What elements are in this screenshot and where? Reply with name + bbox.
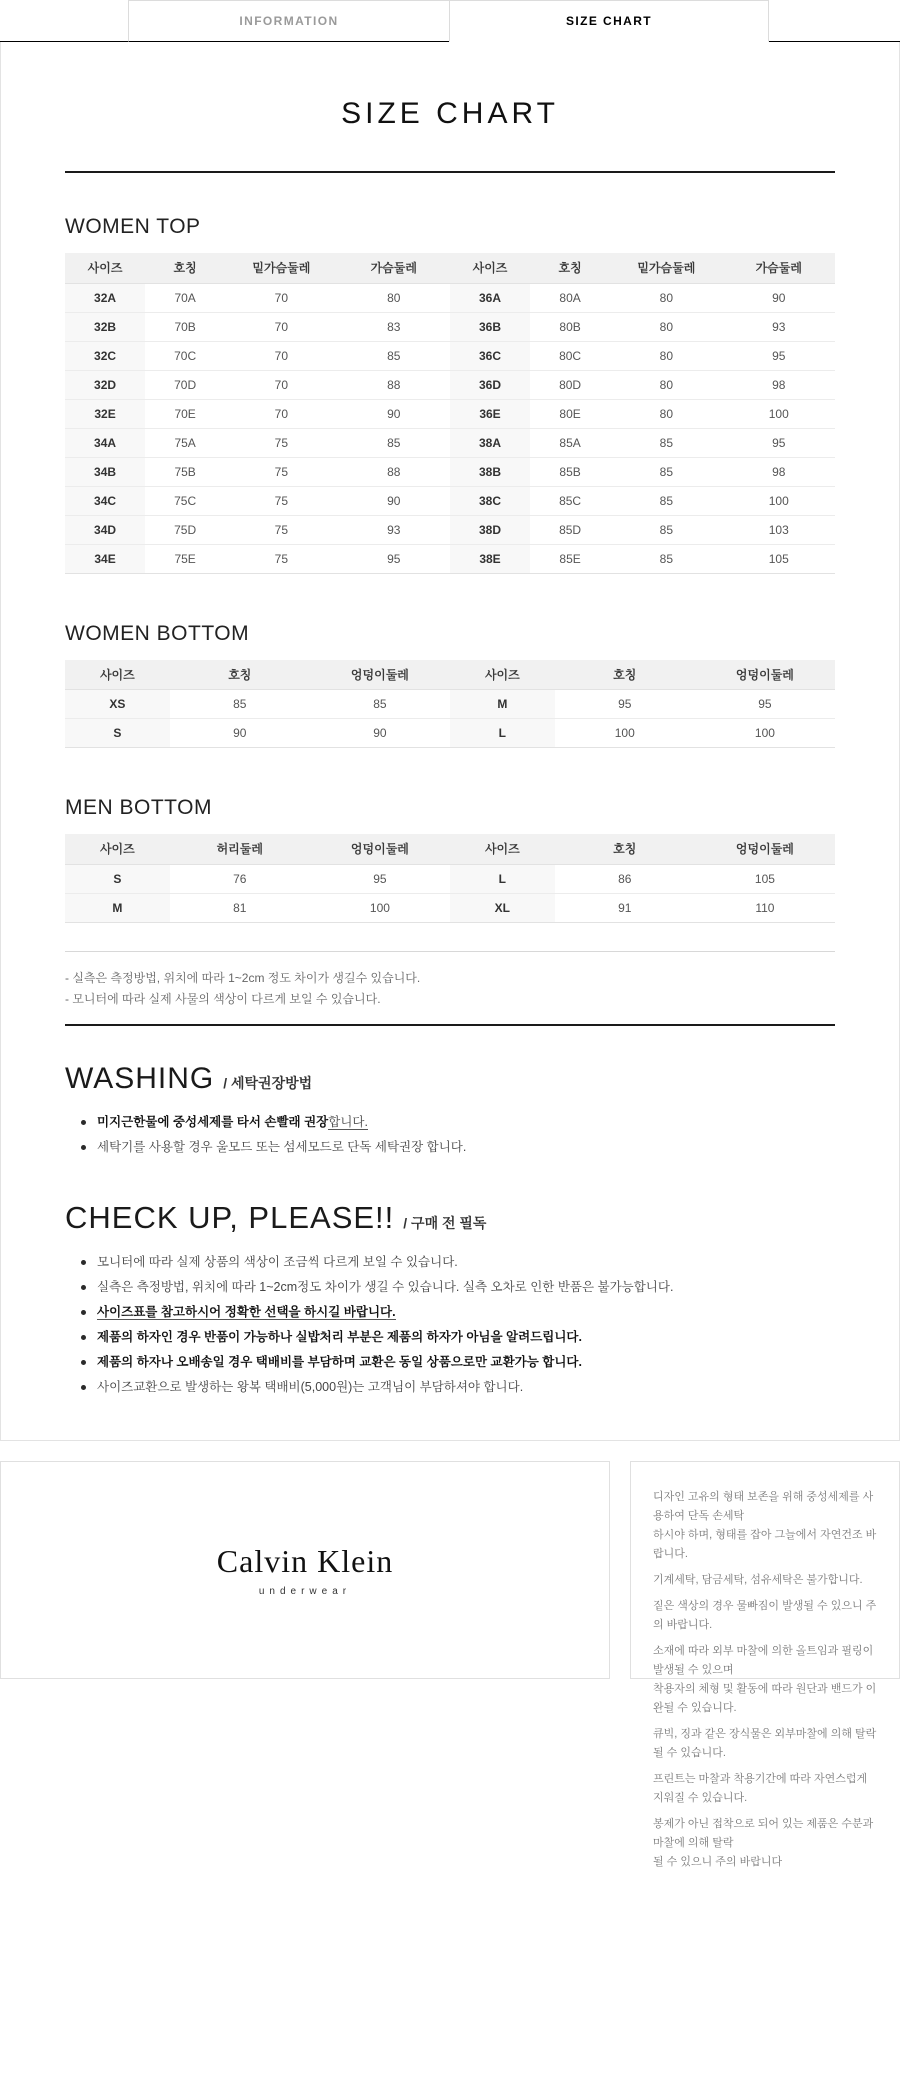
measurement-notes	[65, 968, 835, 1024]
notes-divider-bottom	[65, 1024, 835, 1026]
cell: 75	[225, 457, 337, 486]
cell: 80	[610, 370, 722, 399]
checkup-list	[65, 1250, 835, 1400]
cell: 85	[338, 341, 450, 370]
cell: 93	[723, 312, 835, 341]
cell: 90	[723, 283, 835, 312]
care-line: 큐빅, 징과 같은 장식물은 외부마찰에 의해 탈락 될 수 있습니다.	[653, 1727, 877, 1759]
cell-size: 34A	[65, 428, 145, 457]
cell: 88	[338, 370, 450, 399]
checkup-heading	[65, 1200, 835, 1236]
checkup-item-emphasis: 제품의 하자나 오배송일 경우 택배비를 부담하며 교환은 동일 상품으로만 교환가능 합니다.	[97, 1354, 582, 1369]
cell: 85	[610, 515, 722, 544]
cell: 70	[225, 399, 337, 428]
brand-logo-subtext: underwear	[258, 1585, 352, 1597]
care-instructions-box	[630, 1461, 900, 1868]
care-line: 착용자의 체형 및 활동에 따라 원단과 밴드가 이완될 수 있습니다.	[653, 1682, 877, 1714]
cell: 85	[610, 428, 722, 457]
checkup-title-en: CHECK UP, PLEASE!!	[65, 1199, 395, 1235]
washing-section	[65, 1062, 835, 1160]
cell: 80	[610, 283, 722, 312]
tab-bar	[0, 0, 900, 42]
cell: 95	[695, 690, 835, 719]
content-frame	[0, 42, 900, 1441]
cell: 70E	[145, 399, 225, 428]
col-header: 호칭	[530, 253, 610, 283]
washing-title-en: WASHING	[65, 1061, 215, 1095]
cell: 100	[723, 486, 835, 515]
cell: 85C	[530, 486, 610, 515]
list-item	[81, 1325, 835, 1350]
note-line: - 모니터에 따라 실제 사물의 색상이 다르게 보일 수 있습니다.	[65, 991, 381, 1006]
washing-list	[65, 1110, 835, 1160]
col-header: 호칭	[170, 660, 310, 690]
cell: 100	[695, 719, 835, 748]
table-row	[65, 399, 835, 428]
table-row	[65, 486, 835, 515]
cell: 105	[723, 544, 835, 573]
cell: 85	[310, 690, 450, 719]
cell: 75B	[145, 457, 225, 486]
cell: 85A	[530, 428, 610, 457]
list-item	[81, 1110, 835, 1135]
cell-size: XS	[65, 690, 170, 719]
note-line: - 실측은 측정방법, 위치에 따라 1~2cm 정도 차이가 생길수 있습니다.	[65, 970, 421, 985]
cell-size: 38D	[450, 515, 530, 544]
cell: 75D	[145, 515, 225, 544]
cell-size: 34D	[65, 515, 145, 544]
table-row	[65, 515, 835, 544]
cell: 98	[723, 457, 835, 486]
col-header: 호칭	[555, 660, 695, 690]
col-header: 사이즈	[450, 834, 555, 864]
table-header-row	[65, 834, 835, 864]
col-header: 엉덩이둘레	[310, 660, 450, 690]
table-body	[65, 283, 835, 573]
tab-information[interactable]: INFORMATION	[128, 0, 450, 42]
washing-item-text: 미지근한물에 중성세제를 타서 손빨래 권장	[97, 1114, 329, 1129]
cell: 98	[723, 370, 835, 399]
cell: 93	[338, 515, 450, 544]
cell: 70	[225, 283, 337, 312]
cell: 90	[338, 486, 450, 515]
care-line: 하시야 하며, 형태를 잡아 그늘에서 자연건조 바랍니다.	[653, 1528, 877, 1560]
col-header: 밑가슴둘레	[225, 253, 337, 283]
table-row	[65, 341, 835, 370]
cell: 85	[338, 428, 450, 457]
col-header: 허리둘레	[170, 834, 310, 864]
cell-size: 32A	[65, 283, 145, 312]
cell: 86	[555, 864, 695, 893]
cell-size: 34B	[65, 457, 145, 486]
cell: 95	[723, 428, 835, 457]
list-item: 실측은 측정방법, 위치에 따라 1~2cm정도 차이가 생길 수 있습니다. 실측 오차로 인한 반품은 불가능합니다.	[81, 1275, 835, 1300]
cell-size: 32C	[65, 341, 145, 370]
table-row	[65, 457, 835, 486]
cell: 100	[723, 399, 835, 428]
title-divider	[65, 171, 835, 173]
cell: 95	[310, 864, 450, 893]
cell: 76	[170, 864, 310, 893]
col-header: 호칭	[145, 253, 225, 283]
cell: 70D	[145, 370, 225, 399]
cell: 83	[338, 312, 450, 341]
table-header-row	[65, 253, 835, 283]
table-row	[65, 428, 835, 457]
cell: 90	[338, 399, 450, 428]
cell: 70	[225, 370, 337, 399]
cell-size: M	[65, 893, 170, 922]
cell-size: XL	[450, 893, 555, 922]
cell: 105	[695, 864, 835, 893]
cell: 95	[555, 690, 695, 719]
cell-size: 36A	[450, 283, 530, 312]
washing-heading	[65, 1062, 835, 1096]
brand-logo-text: Calvin Klein	[216, 1542, 394, 1579]
table-women-top	[65, 253, 835, 574]
cell: 95	[723, 341, 835, 370]
washing-title-ko: / 세탁권장방법	[223, 1074, 313, 1091]
cell: 75	[225, 544, 337, 573]
tab-size-chart[interactable]: SIZE CHART	[449, 0, 769, 42]
table-row	[65, 283, 835, 312]
cell: 70C	[145, 341, 225, 370]
cell: 75A	[145, 428, 225, 457]
cell: 90	[310, 719, 450, 748]
col-header: 밑가슴둘레	[610, 253, 722, 283]
cell: 80A	[530, 283, 610, 312]
notes-divider-top	[65, 951, 835, 952]
cell-size: 36B	[450, 312, 530, 341]
page-title: SIZE CHART	[341, 97, 559, 130]
care-line: 소재에 따라 외부 마찰에 의한 올트임과 필링이 발생될 수 있으며	[653, 1644, 874, 1676]
section-title-women-bottom: WOMEN BOTTOM	[65, 621, 250, 645]
cell-size: 34C	[65, 486, 145, 515]
cell: 85D	[530, 515, 610, 544]
section-title-men-bottom: MEN BOTTOM	[65, 796, 212, 819]
care-line: 될 수 있으니 주의 바랍니다	[653, 1855, 783, 1868]
table-row	[65, 370, 835, 399]
col-header: 엉덩이둘레	[695, 660, 835, 690]
brand-logo-box	[0, 1461, 610, 1679]
col-header: 사이즈	[65, 253, 145, 283]
cell: 110	[695, 893, 835, 922]
tab-spacer-left	[0, 0, 129, 42]
col-header: 사이즈	[450, 660, 555, 690]
cell-size: 32E	[65, 399, 145, 428]
checkup-item-emphasis: 제품의 하자인 경우 반품이 가능하나 실밥처리 부분은 제품의 하자가 아님을 알려드립니다.	[97, 1329, 582, 1344]
cell: 90	[170, 719, 310, 748]
cell: 70	[225, 341, 337, 370]
checkup-title-ko: / 구매 전 필독	[403, 1214, 487, 1231]
cell: 85	[170, 690, 310, 719]
care-line: 기계세탁, 담금세탁, 섬유세탁은 불가합니다.	[653, 1573, 863, 1586]
cell: 70A	[145, 283, 225, 312]
table-body	[65, 690, 835, 748]
cell: 75	[225, 486, 337, 515]
cell: 75C	[145, 486, 225, 515]
cell: 80	[338, 283, 450, 312]
cell: 70	[225, 312, 337, 341]
table-row	[65, 312, 835, 341]
list-item: 사이즈교환으로 발생하는 왕복 택배비(5,000원)는 고객님이 부담하셔야 합니다.	[81, 1375, 835, 1400]
cell: 75	[225, 515, 337, 544]
content-inner	[65, 42, 835, 1400]
table-women-bottom	[65, 660, 835, 749]
col-header: 사이즈	[65, 660, 170, 690]
table-row	[65, 544, 835, 573]
table-row	[65, 719, 835, 748]
cell: 91	[555, 893, 695, 922]
list-item: 세탁기를 사용할 경우 울모드 또는 섬세모드로 단독 세탁권장 합니다.	[81, 1135, 835, 1160]
care-line: 봉제가 아닌 접착으로 되어 있는 제품은 수분과 마찰에 의해 탈락	[653, 1817, 874, 1849]
cell: 80	[610, 341, 722, 370]
cell-size: 36C	[450, 341, 530, 370]
washing-item-underlined: 합니다.	[328, 1114, 368, 1129]
cell: 70B	[145, 312, 225, 341]
table-header-row	[65, 660, 835, 690]
col-header: 가슴둘레	[723, 253, 835, 283]
care-line: 프린트는 마찰과 착용기간에 따라 자연스럽게 지워질 수 있습니다.	[653, 1772, 868, 1804]
cell: 80C	[530, 341, 610, 370]
cell-size: 34E	[65, 544, 145, 573]
cell: 85	[610, 486, 722, 515]
cell-size: M	[450, 690, 555, 719]
col-header: 엉덩이둘레	[695, 834, 835, 864]
cell-size: 36D	[450, 370, 530, 399]
col-header: 사이즈	[65, 834, 170, 864]
cell: 85E	[530, 544, 610, 573]
checkup-item-emphasis: 사이즈표를 참고하시어 정확한 선택을 하시길 바랍니다.	[97, 1304, 396, 1319]
cell-size: 38E	[450, 544, 530, 573]
cell: 85	[610, 544, 722, 573]
cell: 100	[555, 719, 695, 748]
cell-size: S	[65, 864, 170, 893]
cell: 81	[170, 893, 310, 922]
cell: 103	[723, 515, 835, 544]
col-header: 호칭	[555, 834, 695, 864]
cell: 85B	[530, 457, 610, 486]
cell: 80D	[530, 370, 610, 399]
cell: 75	[225, 428, 337, 457]
table-body	[65, 864, 835, 922]
cell: 95	[338, 544, 450, 573]
list-item	[81, 1350, 835, 1375]
list-item	[81, 1300, 835, 1325]
cell: 80	[610, 312, 722, 341]
table-men-bottom	[65, 834, 835, 923]
cell: 85	[610, 457, 722, 486]
checkup-section	[65, 1200, 835, 1400]
cell: 80E	[530, 399, 610, 428]
list-item: 모니터에 따라 실제 상품의 색상이 조금씩 다르게 보일 수 있습니다.	[81, 1250, 835, 1275]
cell-size: 36E	[450, 399, 530, 428]
cell-size: 32B	[65, 312, 145, 341]
care-line: 짙은 색상의 경우 물빠짐이 발생될 수 있으니 주의 바랍니다.	[653, 1599, 877, 1631]
table-row	[65, 864, 835, 893]
col-header: 가슴둘레	[338, 253, 450, 283]
section-title-women-top: WOMEN TOP	[65, 215, 201, 238]
cell-size: L	[450, 864, 555, 893]
tab-spacer-right	[768, 0, 900, 42]
col-header: 사이즈	[450, 253, 530, 283]
cell: 80B	[530, 312, 610, 341]
cell-size: 38C	[450, 486, 530, 515]
cell-size: 32D	[65, 370, 145, 399]
table-row	[65, 893, 835, 922]
care-line: 디자인 고유의 형태 보존을 위해 중성세제를 사용하여 단독 손세탁	[653, 1490, 874, 1522]
cell: 75E	[145, 544, 225, 573]
cell: 80	[610, 399, 722, 428]
cell-size: 38A	[450, 428, 530, 457]
cell: 100	[310, 893, 450, 922]
footer	[0, 1441, 900, 1868]
cell-size: 38B	[450, 457, 530, 486]
cell-size: L	[450, 719, 555, 748]
cell: 88	[338, 457, 450, 486]
cell-size: S	[65, 719, 170, 748]
col-header: 엉덩이둘레	[310, 834, 450, 864]
table-row	[65, 690, 835, 719]
